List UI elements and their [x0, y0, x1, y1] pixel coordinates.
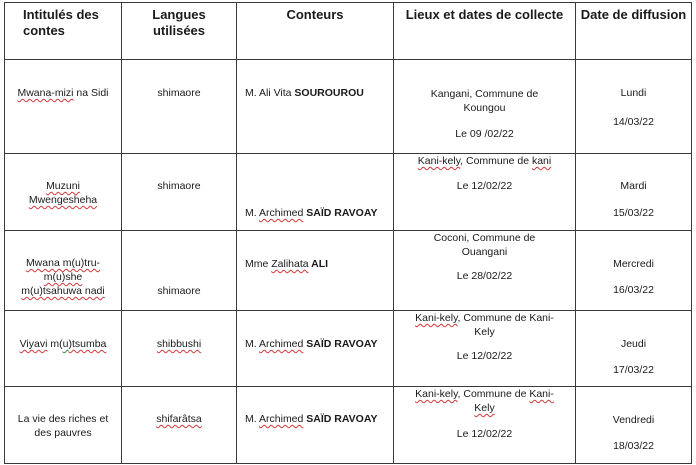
date-collecte: Le 28/02/22	[456, 270, 513, 282]
date-collecte: Le 12/02/22	[456, 428, 513, 440]
titre-text: La vie des riches et des pauvres	[17, 413, 109, 439]
jour-text: Mardi	[620, 180, 647, 192]
titre-part: Viyavi	[19, 338, 48, 350]
jour-text: Lundi	[620, 87, 647, 99]
langue-text: shifarâtsa	[156, 413, 202, 425]
conteur-prenom: M.	[245, 338, 260, 350]
lieu-part: Kani-	[529, 388, 554, 400]
titre-part: Muzuni	[46, 180, 80, 192]
cell-diffusion	[576, 154, 692, 231]
titre-part: Mwana-mizi	[17, 87, 74, 99]
conteur-nom: SAÏD RAVOAY	[303, 338, 378, 350]
cell-diffusion	[576, 311, 692, 387]
cell-langue	[122, 154, 237, 231]
conteur-prenom: M.	[245, 413, 260, 425]
cell-lieu	[394, 311, 576, 387]
titre-part: na Sidi	[73, 87, 109, 99]
lieu-text: Coconi, Commune de Ouangani	[433, 232, 536, 258]
table-header-row	[5, 3, 692, 60]
cell-titre	[5, 154, 122, 231]
date-collecte: Le 09 /02/22	[455, 128, 514, 140]
conteur-prenom: M. Ali Vita	[245, 87, 295, 99]
conteur-prenom: M.	[245, 207, 260, 219]
date-diffusion: 15/03/22	[613, 207, 654, 219]
date-collecte: Le 12/02/22	[456, 180, 513, 192]
conteur-prenom: Mme	[245, 258, 272, 270]
jour-text: Jeudi	[620, 338, 647, 350]
cell-conteur	[237, 231, 394, 311]
lieu-part: , Commune de	[460, 155, 532, 167]
cell-langue	[122, 387, 237, 464]
titre-part: Mwengesheha	[28, 194, 98, 206]
cell-langue	[122, 231, 237, 311]
conteur-prenom: Zalihata	[271, 258, 309, 270]
table-row	[5, 231, 692, 311]
table-row	[5, 311, 692, 387]
cell-conteur	[237, 154, 394, 231]
cell-lieu	[394, 231, 576, 311]
lieu-text: Kangani, Commune de Koungou	[430, 88, 539, 114]
lieu-part: Kani-kely	[417, 155, 461, 167]
contes-table	[4, 2, 692, 464]
cell-titre	[5, 60, 122, 154]
cell-conteur	[237, 387, 394, 464]
conteur-prenom: Archimed	[259, 413, 304, 425]
titre-part: )tsumba	[68, 338, 107, 350]
cell-titre	[5, 311, 122, 387]
table-row	[5, 387, 692, 464]
date-diffusion: 14/03/22	[613, 116, 654, 128]
header-diffusion: Date de diffusion	[576, 3, 692, 60]
cell-titre	[5, 231, 122, 311]
date-diffusion: 16/03/22	[613, 284, 654, 296]
langue-text: shimaore	[157, 285, 201, 297]
cell-lieu	[394, 387, 576, 464]
conteur-nom: ALI	[308, 258, 329, 270]
titre-part: m(u)tsahuwa nadi	[21, 285, 105, 297]
table-row	[5, 154, 692, 231]
lieu-part: Kely	[474, 326, 495, 338]
conteur-nom: SOUROUROU	[294, 87, 364, 99]
date-diffusion: 17/03/22	[613, 364, 654, 376]
table-row	[5, 60, 692, 154]
lieu-part: Kani-kely	[415, 388, 458, 400]
cell-diffusion	[576, 387, 692, 464]
lieu-part: Kani-kely	[415, 312, 458, 324]
cell-conteur	[237, 60, 394, 154]
date-collecte: Le 12/02/22	[456, 350, 513, 362]
cell-lieu	[394, 60, 576, 154]
titre-part: m(	[47, 338, 63, 350]
lieu-part: , Commune de	[457, 388, 530, 400]
cell-diffusion	[576, 231, 692, 311]
conteur-prenom: Archimed	[259, 207, 304, 219]
date-diffusion: 18/03/22	[613, 440, 654, 452]
titre-part: Mwana m(u)tru-	[25, 257, 101, 269]
cell-langue	[122, 311, 237, 387]
conteur-nom: SAÏD RAVOAY	[303, 413, 378, 425]
langue-text: shimaore	[157, 180, 201, 192]
cell-lieu	[394, 154, 576, 231]
titre-part: u	[62, 338, 69, 350]
cell-titre	[5, 387, 122, 464]
langue-text: shibbushi	[156, 338, 202, 350]
lieu-part: , Commune de Kani-	[457, 312, 554, 324]
header-lieux: Lieux et dates de collecte	[394, 3, 576, 60]
lieu-part: kani	[531, 155, 552, 167]
header-langues: Langues utilisées	[122, 3, 237, 60]
header-conteurs: Conteurs	[237, 3, 394, 60]
header-titre: Intitulés des contes	[5, 3, 122, 60]
conteur-nom: SAÏD RAVOAY	[303, 207, 378, 219]
cell-diffusion	[576, 60, 692, 154]
cell-conteur	[237, 311, 394, 387]
lieu-part: Kely	[474, 402, 495, 414]
titre-part: m(u)she	[43, 271, 83, 283]
jour-text: Mercredi	[613, 258, 654, 270]
jour-text: Vendredi	[612, 414, 655, 426]
cell-langue	[122, 60, 237, 154]
conteur-prenom: Archimed	[259, 338, 304, 350]
langue-text: shimaore	[157, 87, 201, 99]
